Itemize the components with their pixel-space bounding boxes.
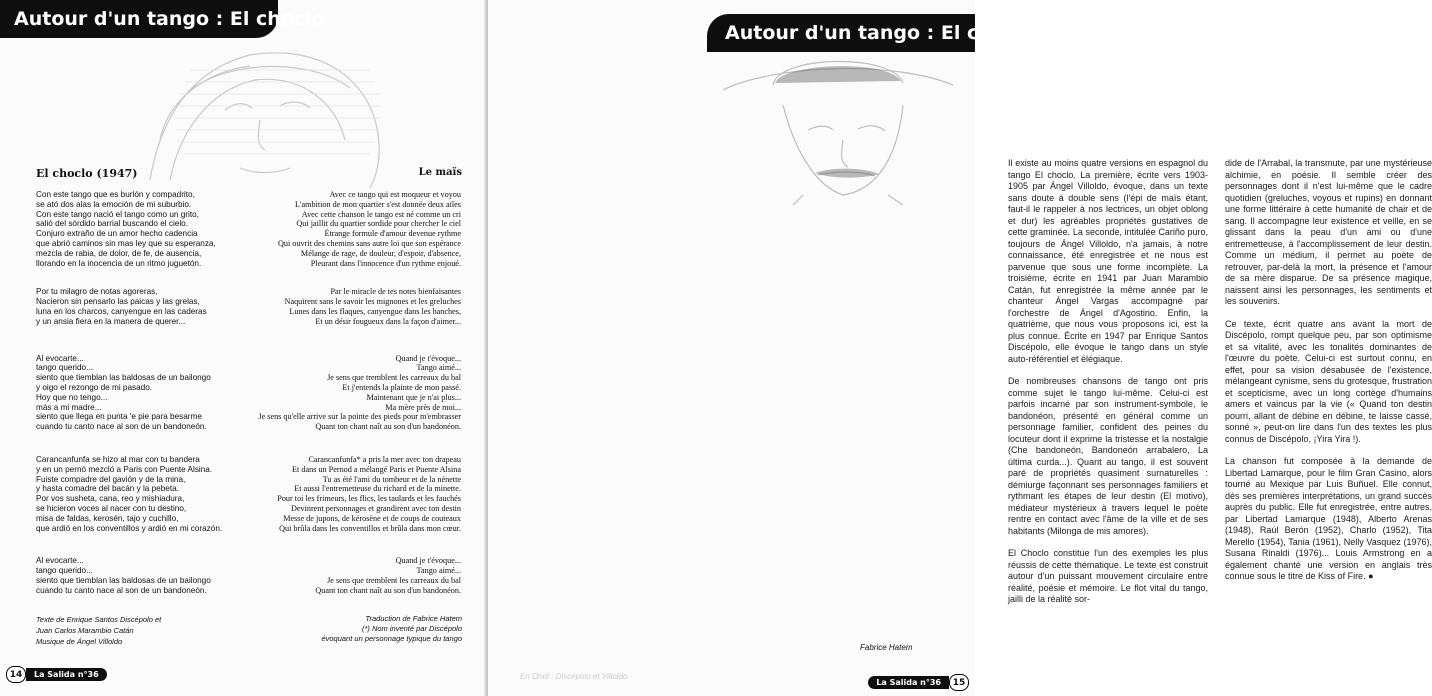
credit-line: Musique de Ángel Villoldo (36, 637, 123, 646)
article-paragraph: Il existe au moins quatre versions en espagnol du tango El choclo. La première, écrite vers 1903-1905 par Ángel Villoldo, évoque, dans un texte sans doute à double sens (l'épi de maïs étant, faut-il le rappeler à nos lectrices, un objet oblong et dur) les agréables propriétés gustatives de cette graminée. La seconde, intitulée Cariño puro, toujours de Ángel Villoldo, n'a jamais, à notre connaissance, été enregistrée et ne nous est parvenue que sous une forme incomplète. La troisième, écrite en 1941 par Juan Marambio Catán, fut enregistrée la même année par le chanteur Ángel Vargas accompagné par l'orchestre de Ángel d'Agostino. Enfin, la quatrième, que nous vous proposons ici, est la plus connue. Écrite en 1947 par Enrique Santos Discépolo, elle évoque le tango dans un style auto-référentiel et élégiaque. (1008, 158, 1208, 364)
article-paragraph: De nombreuses chansons de tango ont pris comme sujet le tango lui-même. Celui-ci est parfois incarné par son instrument-symbole, le bandonéon, présenté en général comme un personnage familier, confident des peines du locuteur dont il exprime la tristesse et la nostalgie (Che bandoneón, Bandoneón arrabalero, La última curda...). Quant au tango, il est souvent paré de propriétés quasiment surnaturelles : démiurge façonnant ses personnages familiers et rythmant les étapes de leur destin (El motivo), médiateur mystérieux à travers lequel le poète rentre en contact avec l'âme de la ville et de ses habitants (Milonga de mis amores). (1008, 376, 1208, 536)
spanish-stanza: Al evocarte... tango querido... siento que tiemblan las baldosas de un bailongo y oigo el rezongo de mi pasado. Hoy que no tengo... más a mi madre... siento que llega en punta 'e pie para besarme cuando tu canto nace al son de un bandoneón. (36, 353, 211, 432)
faint-caption: En Ondi : Discépolo et Villoldo (520, 672, 628, 681)
portrait-sketch-left (130, 30, 390, 190)
magazine-name: La Salida n°36 (26, 668, 107, 681)
page-number: 15 (949, 674, 969, 691)
article-paragraph: El Choclo constitue l'un des exemples les plus réussis de cette thématique. Le texte est construit autour d'un puissant mouvement circulaire entre réalité, poésie et mémoire. Le flot vital du tango, jailli de la réalité sor- (1008, 548, 1208, 604)
left-footer (6, 667, 107, 682)
left-banner: Autour d'un tango : El choclo (0, 0, 278, 38)
lyrics-credits (36, 614, 161, 647)
credit-line: Juan Carlos Marambio Catán (36, 626, 134, 635)
translation-credits (266, 614, 462, 644)
credit-line: (*) Nom inventé par Discépolo (361, 624, 462, 633)
french-stanza: Quand je t'évoque... Tango aimé... Je sens que tremblent les carreaux du bal Et j'entends la plainte de mon passé. Maintenant que je n'ai plus... Ma mère près de moi... Je sens qu'elle arrive sur la pointe des pieds pour m'embrasser Quant ton chant naît au son d'un bandonéon. (258, 353, 461, 432)
magazine-name: La Salida n°36 (868, 676, 949, 689)
spanish-stanza: Por tu milagro de notas agoreras, Nacieron sin pensarlo las paicas y las grelas, luna en los charcos, canyengue en las caderas y un ansia fiera en la manera de querer... (36, 287, 207, 326)
french-stanza: Par le miracle de tes notes bienfaisantes Naquirent sans le savoir les mignones et les greluches Lunes dans les flaques, canyengue dans les hanches, Et un désir fougueux dans la façon d'aimer... (284, 287, 461, 326)
french-stanza: Carancanfunfa* a pris la mer avec ton drapeau Et dans un Pernod a mélangé Paris et Puente Alsina Tu as été l'ami du tombeur et de la nénette Et aussi l'entremetteuse du richard et de la minette. Pour toi les frimeurs, les flics, les taulards et les fauchés Devinrent personnages et grandirent avec ton destin Messe de jupons, de kérosène et de coups de couteaux Qui brûla dans les conventillos et brûla dans mon cœur. (277, 454, 461, 533)
portrait-sketch-right (703, 45, 968, 205)
author-signature: Fabrice Hatem (860, 643, 913, 652)
page-number: 14 (6, 666, 26, 683)
credit-line: Traduction de Fabrice Hatem (365, 614, 462, 623)
article-paragraph: La chanson fut composée à la demande de Libertad Lamarque, pour le film Gran Casino, alors tourné au Mexique par Luis Buñuel. Elle connut, dès ses premières interprétations, un grand succès auprès du public. Elle fut enregistrée, entre autres, par Libertad Lamarque (1948), Alberto Arenas (1948), Raúl Berón (1952), Charlo (1952), Tita Merello (1954), Tania (1961), Nelly Vasquez (1976), Susana Rinaldi (1976)... Louis Armstrong en a également chanté une version en anglais très connue sous le titre de Kiss of Fire. ● (1225, 456, 1432, 581)
article-paragraph: dide de l'Arrabal, la transmute, par une mystérieuse alchimie, en poésie. Il semble créer des personnages dont il n'est lui-même que le cadre quotidien (greluches, voyous et rupins) en donnant une forme littéraire à cette humanité de chair et de sang. Il accompagne leur existence et veille, en se glissant dans la peau d'un ami ou d'une entremetteuse, à l'accomplissement de leur destin. Comme un médium, il permet au poète de retrouver, par-delà la mort, la présence et l'amour de sa mère disparue. De sa présence magique, naissent ainsi les personnages, les sentiments et les souvenirs. (1225, 158, 1432, 306)
right-banner: Autour d'un tango : El choclo (707, 14, 975, 52)
french-stanza: Quand je t'évoque... Tango aimé... Je sens que tremblent les carreaux du bal Quant ton chant naît au son d'un bandonéon. (315, 556, 461, 595)
poem-title: El choclo (1947) (36, 167, 138, 180)
french-lyrics (232, 190, 461, 596)
credit-line: Texte de Enrique Santos Discépolo et (36, 615, 162, 624)
right-page (488, 0, 1432, 696)
spanish-stanza: Carancanfunfa se hizo al mar con tu bandera y en un pernó mezcló a Paris con Puente Alsina. Fuiste compadre del gavión y de la mina, y hasta comadre del bacán y la pebeta. Por vos susheta, cana, reo y mishiadura, se hicieron voces al nacer con tu destino, misa de faldas, kerosén, tajo y cuchillo, que ardió en los conventillos y ardió en mi corazón. (36, 454, 223, 533)
article-column-1 (1008, 158, 1208, 617)
credit-line: évoquant un personnage typique du tango (321, 634, 462, 643)
article-paragraph: Ce texte, écrit quatre ans avant la mort de Discépolo, rompt quelque peu, par son optimisme et sa vitalité, avec les tonalités dominantes de l'œuvre du poète. Celui-ci est surtout connu, en effet, pour sa vision désabusée de l'existence, mélangeant cynisme, sens du grotesque, frustration et scepticisme, avec un long cortège d'humains amers et vaincus par la vie (« Quand ton destin pourri, allant de débine en débine, te laisse cassé, sonné », peut-on lire dans l'un des textes les plus connus de Discépolo, ¡Yira Yira !). (1225, 318, 1432, 444)
spanish-stanza: Al evocarte... tango querido... siento que tiemblan las baldosas de un bailongo cuando tu canto nace al son de un bandoneón. (36, 556, 211, 595)
french-stanza: Avec ce tango qui est moqueur et voyou L'ambition de mon quartier s'est donnée deux ailes Avec cette chanson le tango est né comme un cri Qui jaillit du quartier sordide pour chercher le ciel Étrange formule d'amour devenue rythme Qui ouvrit des chemins sans autre loi que son espérance Mélange de rage, de douleur, d'espoir, d'absence, Pleurant dans l'innocence d'un rythme enjoué. (277, 190, 461, 268)
article-column-2 (1225, 158, 1432, 594)
spanish-stanza: Con este tango que es burlón y compadrito, se ató dos alas la emoción de mi suburbio. Con este tango nació el tango como un grito, salió del sórdido barrial buscando el cielo. Conjuro extraño de un amor hecho cadencia que abrió caminos sin mas ley que su esperanza, mezcla de rabia, de dolor, de fe, de ausencia, llorando en la inocencia de un ritmo juguetón. (36, 190, 216, 268)
left-page (0, 0, 488, 696)
translation-title: Le maïs (418, 167, 462, 178)
right-footer (868, 675, 969, 690)
